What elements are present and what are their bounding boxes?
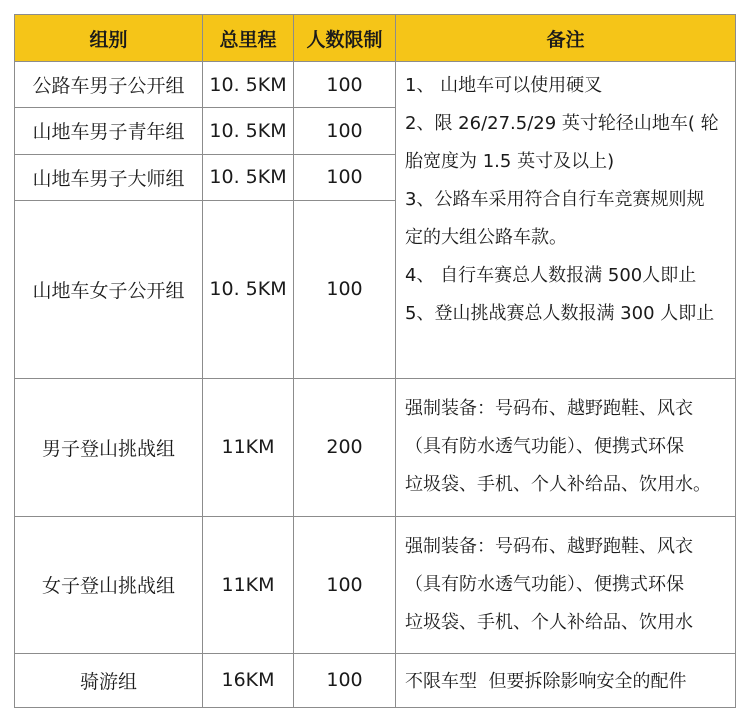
distance-cell: 10. 5KM	[203, 62, 294, 108]
group-cell: 女子登山挑战组	[15, 516, 203, 653]
table-row	[15, 516, 736, 653]
group-cell: 骑游组	[15, 653, 203, 707]
group-cell: 山地车男子大师组	[15, 154, 203, 200]
note-line: （具有防水透气功能）、便携式环保	[405, 573, 684, 595]
table-row	[15, 653, 736, 707]
table-row	[15, 378, 736, 516]
limit-cell: 100	[294, 154, 396, 200]
distance-cell: 11KM	[203, 378, 294, 516]
header-row	[15, 15, 736, 62]
limit-cell: 100	[294, 516, 396, 653]
note-line: 垃圾袋、手机、个人补给品、饮用水。	[405, 474, 711, 496]
limit-cell: 100	[294, 200, 396, 378]
header-notes: 备注	[396, 15, 736, 62]
note-line: 定的大组公路车款。	[405, 227, 567, 248]
notes-tour-cell: 不限车型 但要拆除影响安全的配件	[396, 653, 736, 707]
note-line: （具有防水透气功能）、便携式环保	[405, 436, 684, 458]
distance-cell: 10. 5KM	[203, 108, 294, 154]
note-line: 1、 山地车可以使用硬叉	[405, 75, 603, 96]
registration-table	[14, 14, 736, 708]
header-distance: 总里程	[203, 15, 294, 62]
note-line: 强制装备：号码布、越野跑鞋、风衣	[405, 398, 693, 420]
header-limit: 人数限制	[294, 15, 396, 62]
note-line: 胎宽度为 1.5 英寸及以上)	[405, 151, 615, 172]
limit-cell: 100	[294, 108, 396, 154]
notes-men-climb-cell	[396, 378, 736, 516]
group-cell: 公路车男子公开组	[15, 62, 203, 108]
note-line: 5、登山挑战赛总人数报满 300 人即止	[405, 303, 715, 324]
note-line: 强制装备：号码布、越野跑鞋、风衣	[405, 535, 693, 557]
limit-cell: 200	[294, 378, 396, 516]
group-cell: 男子登山挑战组	[15, 378, 203, 516]
group-cell: 山地车女子公开组	[15, 200, 203, 378]
notes-women-climb-cell	[396, 516, 736, 653]
note-line: 垃圾袋、手机、个人补给品、饮用水	[405, 611, 693, 633]
distance-cell: 11KM	[203, 516, 294, 653]
limit-cell: 100	[294, 653, 396, 707]
limit-cell: 100	[294, 62, 396, 108]
distance-cell: 10. 5KM	[203, 154, 294, 200]
group-cell: 山地车男子青年组	[15, 108, 203, 154]
distance-cell: 10. 5KM	[203, 200, 294, 378]
note-line: 4、 自行车赛总人数报满 500人即止	[405, 265, 697, 286]
notes-cycling-cell	[396, 62, 736, 379]
distance-cell: 16KM	[203, 653, 294, 707]
header-group: 组别	[15, 15, 203, 62]
table-row	[15, 62, 736, 108]
note-line: 2、限 26/27.5/29 英寸轮径山地车( 轮	[405, 113, 719, 134]
note-line: 3、公路车采用符合自行车竞赛规则规	[405, 189, 705, 210]
